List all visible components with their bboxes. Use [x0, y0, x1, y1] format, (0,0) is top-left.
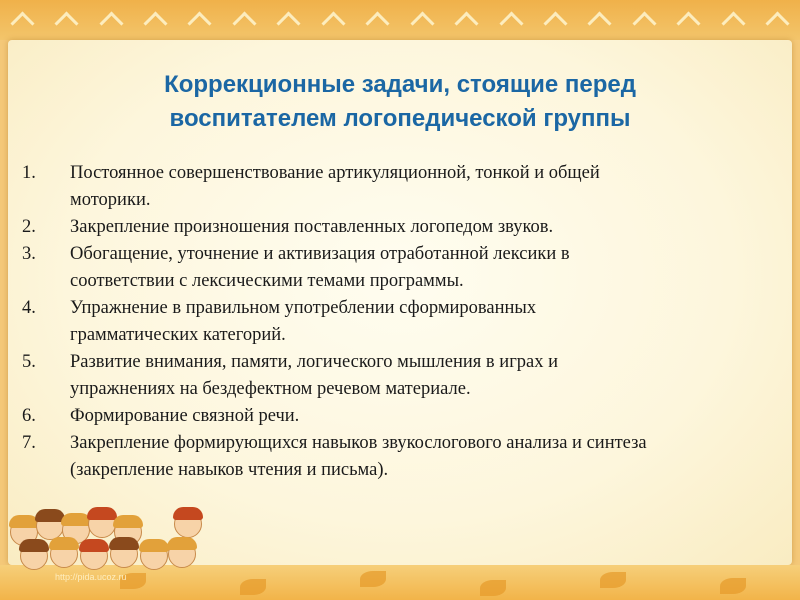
child-face-icon	[36, 512, 64, 540]
list-item	[22, 349, 772, 403]
item-line: моторики.	[70, 190, 151, 210]
item-line: грамматических категорий.	[70, 325, 286, 345]
chevron-decoration	[499, 11, 523, 35]
item-number: 2.	[22, 217, 36, 237]
chevron-decoration	[588, 11, 612, 35]
child-face-icon	[88, 510, 116, 538]
item-text	[70, 430, 772, 484]
slide-title	[8, 68, 792, 136]
item-text	[70, 241, 772, 295]
item-text	[70, 349, 772, 403]
leaf-decoration	[720, 578, 746, 594]
item-line: Развитие внимания, памяти, логического мышления в играх и	[70, 352, 559, 372]
chevron-decoration	[188, 11, 212, 35]
item-line: (закрепление навыков чтения и письма).	[70, 460, 389, 480]
item-text	[70, 214, 772, 241]
child-face-icon	[20, 542, 48, 570]
item-line: соответствии с лексическими темами программы.	[70, 271, 464, 291]
item-number: 1.	[22, 163, 36, 183]
item-number: 5.	[22, 352, 36, 372]
chevron-decoration	[543, 11, 567, 35]
chevron-decoration	[321, 11, 345, 35]
top-border	[0, 0, 800, 40]
leaf-decoration	[240, 579, 266, 595]
leaf-decoration	[360, 571, 386, 587]
child-face-icon	[140, 542, 168, 570]
chevron-decoration	[632, 11, 656, 35]
item-line: Обогащение, уточнение и активизация отработанной лексики в	[70, 244, 570, 264]
chevron-decoration	[766, 11, 790, 35]
item-number: 3.	[22, 244, 36, 264]
chevron-decoration	[55, 11, 79, 35]
item-number: 7.	[22, 433, 36, 453]
chevron-pattern	[0, 8, 800, 32]
chevron-decoration	[99, 11, 123, 35]
title-line-2: воспитателем логопедической группы	[169, 105, 631, 132]
item-line: Упражнение в правильном употреблении сформированных	[70, 298, 537, 318]
chevron-decoration	[366, 11, 390, 35]
task-list	[22, 160, 772, 484]
chevron-decoration	[721, 11, 745, 35]
child-face-icon	[110, 540, 138, 568]
footer-credit: http://pida.ucoz.ru	[55, 572, 127, 582]
chevron-decoration	[410, 11, 434, 35]
item-text	[70, 295, 772, 349]
chevron-decoration	[144, 11, 168, 35]
item-line: Постоянное совершенствование артикуляционной, тонкой и общей	[70, 163, 600, 183]
item-text	[70, 403, 772, 430]
chevron-decoration	[677, 11, 701, 35]
item-text	[70, 160, 772, 214]
chevron-decoration	[455, 11, 479, 35]
bottom-border	[0, 565, 800, 600]
list-item	[22, 295, 772, 349]
chevron-decoration	[10, 11, 34, 35]
child-face-icon	[50, 540, 78, 568]
child-face-icon	[174, 510, 202, 538]
child-face-icon	[168, 540, 196, 568]
list-item	[22, 214, 772, 241]
child-face-icon	[80, 542, 108, 570]
item-number: 4.	[22, 298, 36, 318]
item-line: упражнениях на бездефектном речевом материале.	[70, 379, 471, 399]
list-item	[22, 160, 772, 214]
list-item	[22, 403, 772, 430]
item-line: Закрепление формирующихся навыков звукослогового анализа и синтеза	[70, 433, 647, 453]
leaf-decoration	[600, 572, 626, 588]
children-illustration	[6, 508, 211, 570]
list-item	[22, 430, 772, 484]
chevron-decoration	[277, 11, 301, 35]
item-number: 6.	[22, 406, 36, 426]
item-line: Закрепление произношения поставленных логопедом звуков.	[70, 217, 554, 237]
item-line: Формирование связной речи.	[70, 406, 300, 426]
leaf-decoration	[480, 580, 506, 596]
chevron-decoration	[232, 11, 256, 35]
title-line-1: Коррекционные задачи, стоящие перед	[164, 71, 636, 98]
list-item	[22, 241, 772, 295]
